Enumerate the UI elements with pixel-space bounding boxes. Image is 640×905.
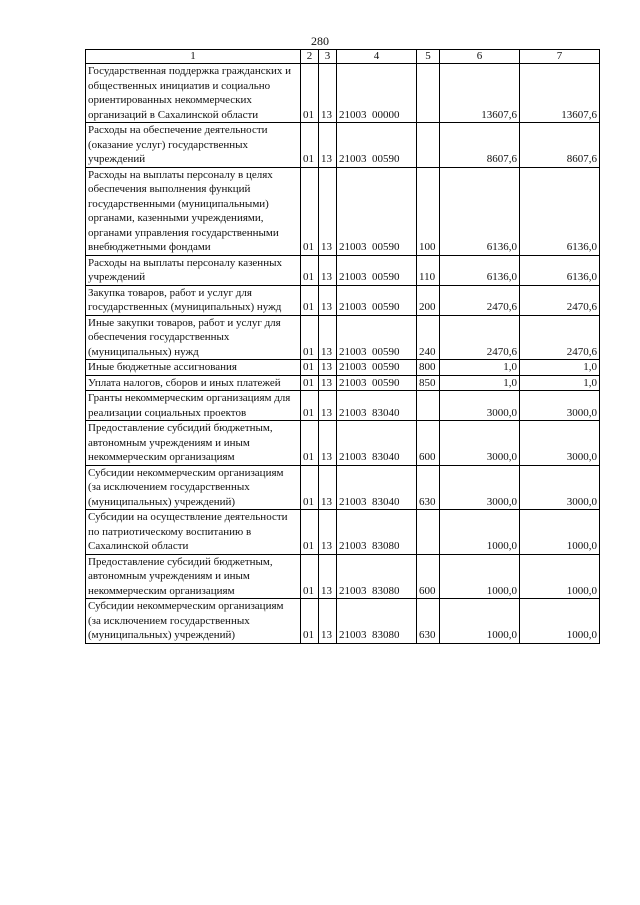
section-code-cell: 01 (301, 64, 319, 123)
expense-type-code-cell (417, 123, 440, 168)
target-item-code-cell: 21003 83080 (337, 510, 417, 555)
target-item-code-cell: 21003 00590 (337, 315, 417, 360)
target-item-code-cell: 21003 00000 (337, 64, 417, 123)
row-name-cell: Расходы на выплаты персоналу казенных учреждений (86, 255, 301, 285)
section-code-cell: 01 (301, 465, 319, 510)
amount-column-6-cell: 6136,0 (440, 167, 520, 255)
target-item-code-cell: 21003 83080 (337, 599, 417, 644)
expense-type-code-cell: 200 (417, 285, 440, 315)
amount-column-7-cell: 3000,0 (520, 465, 600, 510)
amount-column-6-cell: 3000,0 (440, 465, 520, 510)
target-item-code-cell: 21003 00590 (337, 167, 417, 255)
amount-column-6-cell: 3000,0 (440, 421, 520, 466)
subsection-code-cell: 13 (319, 375, 337, 391)
row-name-cell: Закупка товаров, работ и услуг для государственных (муниципальных) нужд (86, 285, 301, 315)
row-name-cell: Иные бюджетные ассигнования (86, 360, 301, 376)
section-code-cell: 01 (301, 421, 319, 466)
amount-column-6-cell: 6136,0 (440, 255, 520, 285)
amount-column-6-cell: 1,0 (440, 360, 520, 376)
amount-column-7-cell: 6136,0 (520, 167, 600, 255)
amount-column-7-cell: 2470,6 (520, 285, 600, 315)
amount-column-7-cell: 1,0 (520, 360, 600, 376)
expense-type-code-cell: 100 (417, 167, 440, 255)
section-code-cell: 01 (301, 510, 319, 555)
amount-column-7-cell: 6136,0 (520, 255, 600, 285)
amount-column-6-cell: 8607,6 (440, 123, 520, 168)
column-header: 5 (417, 50, 440, 64)
amount-column-6-cell: 1,0 (440, 375, 520, 391)
amount-column-6-cell: 1000,0 (440, 599, 520, 644)
expense-type-code-cell (417, 391, 440, 421)
row-name-cell: Предоставление субсидий бюджетным, автономным учреждениям и иным некоммерческим организациям (86, 554, 301, 599)
section-code-cell: 01 (301, 391, 319, 421)
section-code-cell: 01 (301, 255, 319, 285)
expense-type-code-cell: 630 (417, 465, 440, 510)
subsection-code-cell: 13 (319, 64, 337, 123)
row-name-cell: Расходы на выплаты персоналу в целях обеспечения выполнения функций государственными (муниципальными) органами, казенными учреждениями, органами управления государственными внебюджетными фондами (86, 167, 301, 255)
column-header: 4 (337, 50, 417, 64)
target-item-code-cell: 21003 00590 (337, 375, 417, 391)
section-code-cell: 01 (301, 315, 319, 360)
expense-type-code-cell: 240 (417, 315, 440, 360)
expense-type-code-cell: 800 (417, 360, 440, 376)
amount-column-7-cell: 2470,6 (520, 315, 600, 360)
amount-column-7-cell: 1000,0 (520, 510, 600, 555)
amount-column-6-cell: 2470,6 (440, 315, 520, 360)
target-item-code-cell: 21003 00590 (337, 255, 417, 285)
amount-column-7-cell: 3000,0 (520, 391, 600, 421)
subsection-code-cell: 13 (319, 465, 337, 510)
target-item-code-cell: 21003 00590 (337, 360, 417, 376)
section-code-cell: 01 (301, 123, 319, 168)
row-name-cell: Субсидии на осуществление деятельности по патриотическому воспитанию в Сахалинской области (86, 510, 301, 555)
column-header: 1 (86, 50, 301, 64)
table-row (86, 554, 600, 599)
column-header: 2 (301, 50, 319, 64)
header-row (86, 50, 600, 64)
row-name-cell: Государственная поддержка гражданских и общественных инициатив и социально ориентированных некоммерческих организаций в Сахалинской области (86, 64, 301, 123)
table-body (86, 64, 600, 644)
expense-type-code-cell (417, 510, 440, 555)
section-code-cell: 01 (301, 360, 319, 376)
page-number: 280 (311, 34, 329, 48)
table-row (86, 421, 600, 466)
table-row (86, 315, 600, 360)
subsection-code-cell: 13 (319, 599, 337, 644)
expense-type-code-cell: 110 (417, 255, 440, 285)
row-name-cell: Уплата налогов, сборов и иных платежей (86, 375, 301, 391)
amount-column-7-cell: 8607,6 (520, 123, 600, 168)
amount-column-7-cell: 3000,0 (520, 421, 600, 466)
table-row (86, 465, 600, 510)
amount-column-6-cell: 3000,0 (440, 391, 520, 421)
subsection-code-cell: 13 (319, 510, 337, 555)
subsection-code-cell: 13 (319, 255, 337, 285)
table-row (86, 255, 600, 285)
subsection-code-cell: 13 (319, 285, 337, 315)
row-name-cell: Расходы на обеспечение деятельности (оказание услуг) государственных учреждений (86, 123, 301, 168)
subsection-code-cell: 13 (319, 554, 337, 599)
target-item-code-cell: 21003 83040 (337, 421, 417, 466)
column-header: 6 (440, 50, 520, 64)
row-name-cell: Предоставление субсидий бюджетным, автономным учреждениям и иным некоммерческим организациям (86, 421, 301, 466)
amount-column-7-cell: 1,0 (520, 375, 600, 391)
amount-column-6-cell: 1000,0 (440, 554, 520, 599)
column-header: 7 (520, 50, 600, 64)
amount-column-6-cell: 2470,6 (440, 285, 520, 315)
table-row (86, 167, 600, 255)
table-row (86, 599, 600, 644)
section-code-cell: 01 (301, 599, 319, 644)
target-item-code-cell: 21003 83040 (337, 465, 417, 510)
subsection-code-cell: 13 (319, 391, 337, 421)
amount-column-7-cell: 1000,0 (520, 554, 600, 599)
table-row (86, 64, 600, 123)
section-code-cell: 01 (301, 167, 319, 255)
row-name-cell: Иные закупки товаров, работ и услуг для обеспечения государственных (муниципальных) нужд (86, 315, 301, 360)
amount-column-7-cell: 1000,0 (520, 599, 600, 644)
target-item-code-cell: 21003 83040 (337, 391, 417, 421)
expense-type-code-cell: 600 (417, 421, 440, 466)
row-name-cell: Субсидии некоммерческим организациям (за исключением государственных (муниципальных) учреждений) (86, 465, 301, 510)
subsection-code-cell: 13 (319, 421, 337, 466)
table-row (86, 391, 600, 421)
subsection-code-cell: 13 (319, 167, 337, 255)
section-code-cell: 01 (301, 554, 319, 599)
row-name-cell: Гранты некоммерческим организациям для реализации социальных проектов (86, 391, 301, 421)
expense-type-code-cell: 630 (417, 599, 440, 644)
table-row (86, 360, 600, 376)
subsection-code-cell: 13 (319, 123, 337, 168)
row-name-cell: Субсидии некоммерческим организациям (за исключением государственных (муниципальных) учреждений) (86, 599, 301, 644)
section-code-cell: 01 (301, 285, 319, 315)
table-row (86, 285, 600, 315)
table-row (86, 123, 600, 168)
target-item-code-cell: 21003 00590 (337, 285, 417, 315)
column-header: 3 (319, 50, 337, 64)
expense-type-code-cell (417, 64, 440, 123)
subsection-code-cell: 13 (319, 360, 337, 376)
expense-type-code-cell: 850 (417, 375, 440, 391)
target-item-code-cell: 21003 00590 (337, 123, 417, 168)
target-item-code-cell: 21003 83080 (337, 554, 417, 599)
amount-column-6-cell: 1000,0 (440, 510, 520, 555)
section-code-cell: 01 (301, 375, 319, 391)
amount-column-6-cell: 13607,6 (440, 64, 520, 123)
budget-table (85, 49, 600, 644)
table-row (86, 375, 600, 391)
amount-column-7-cell: 13607,6 (520, 64, 600, 123)
subsection-code-cell: 13 (319, 315, 337, 360)
table-row (86, 510, 600, 555)
expense-type-code-cell: 600 (417, 554, 440, 599)
